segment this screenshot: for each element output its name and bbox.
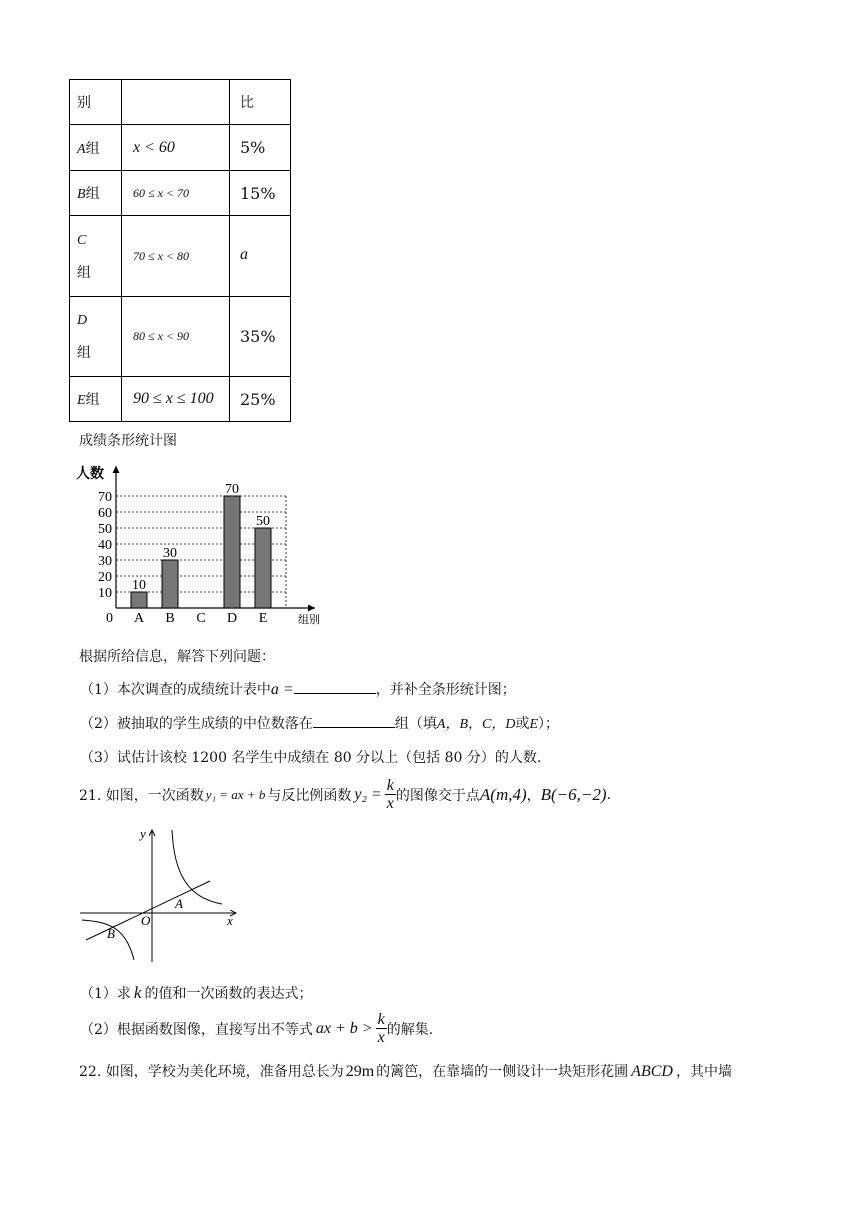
group-letter: C xyxy=(77,232,87,248)
group-letter: D xyxy=(77,313,88,328)
q21-number: 21. 如图，一次函数 xyxy=(79,787,204,804)
bar xyxy=(255,528,271,608)
point-a: A(m,4) xyxy=(479,784,527,804)
point-b-label: B xyxy=(107,926,115,941)
group-cell xyxy=(70,297,122,377)
table-row xyxy=(70,125,291,171)
group-cell xyxy=(70,216,122,297)
x-tick-label: B xyxy=(165,611,175,626)
group-cell xyxy=(70,171,122,216)
x-tick-label: D xyxy=(226,611,238,626)
frac-numerator: k xyxy=(377,1011,385,1028)
q22-text-c: ，其中墙 xyxy=(675,1064,732,1080)
y-axis-label: 人数 xyxy=(76,466,104,482)
group-letter: A xyxy=(77,141,86,157)
q22-length: 29m xyxy=(345,1063,375,1080)
q20-p2-e: E xyxy=(529,717,539,732)
x-tick-label: E xyxy=(258,611,268,626)
ratio-cell: 35% xyxy=(230,297,291,377)
y-tick-label: 40 xyxy=(98,538,112,553)
table-row xyxy=(70,377,291,422)
q22-text: 22. 如图，学校为美化环境，准备用总长为 xyxy=(79,1064,344,1080)
fraction-k-over-x xyxy=(376,1011,387,1046)
x-tick-label: A xyxy=(133,611,145,626)
ratio-cell: 15% xyxy=(230,171,291,216)
group-suffix: 组 xyxy=(77,345,91,361)
q21-mid: 与反比例函数 xyxy=(267,787,352,804)
bar xyxy=(131,592,147,608)
group-suffix: 组 xyxy=(77,264,91,281)
point-b: B(−6,−2) xyxy=(540,784,607,804)
table-header-cell: 比 xyxy=(230,80,291,125)
q20-p2-or: 或 xyxy=(515,716,530,732)
bar-data-label: 50 xyxy=(256,514,270,529)
table-header-row xyxy=(70,80,291,125)
ratio-cell: 5% xyxy=(230,125,291,171)
y-tick-label: 60 xyxy=(98,506,112,521)
ratio-cell: 25% xyxy=(230,377,291,422)
answer-blank xyxy=(294,679,376,694)
y-tick-label: 20 xyxy=(98,570,112,585)
y-tick-label: 70 xyxy=(98,490,112,505)
point-a-label: A xyxy=(175,896,183,911)
score-group-table xyxy=(69,79,291,422)
q21-end: . xyxy=(606,786,611,803)
q20-p1-tail: ，并补全条形统计图； xyxy=(375,682,516,698)
q20-p2-end: ）； xyxy=(538,716,560,732)
frac-numerator: k xyxy=(386,777,394,794)
range-cell: 90 ≤ x ≤ 100 xyxy=(122,377,230,422)
q21-p1-k: k xyxy=(133,983,142,1002)
q21-part2 xyxy=(80,1011,433,1046)
q22-text-b: 的篱笆，在靠墙的一侧设计一块矩形花圃 xyxy=(376,1064,629,1080)
table-header-cell: 别 xyxy=(70,80,122,125)
table-row xyxy=(70,297,291,377)
bar xyxy=(224,496,240,608)
q20-part2 xyxy=(80,713,559,733)
group-letter: E xyxy=(77,393,86,408)
bar-data-label: 70 xyxy=(225,482,239,497)
group-cell xyxy=(70,125,122,171)
range-cell: 70 ≤ x < 80 xyxy=(122,216,230,297)
group-suffix: 组 xyxy=(85,140,100,157)
frac-denominator: x xyxy=(386,795,394,812)
q20-part3: （3）试估计该校 1200 名学生中成绩在 80 分以上（包括 80 分）的人数. xyxy=(80,750,542,766)
group-suffix: 组 xyxy=(85,186,100,202)
function-graph xyxy=(76,824,246,964)
bar-data-label: 10 xyxy=(132,578,146,593)
y-tick-label: 0 xyxy=(106,611,113,626)
ratio-cell: a xyxy=(230,216,291,297)
q21-p2-text: （2）根据函数图像，直接写出不等式 xyxy=(80,1021,313,1038)
q21-y2: y₂ = xyxy=(354,785,382,803)
x-tick-label: C xyxy=(196,611,206,626)
q20-p2-options: A，B，C，D xyxy=(436,717,516,732)
q21-inequality: ax + b > xyxy=(315,1019,373,1037)
q21-y1: y₁ = ax + b xyxy=(205,786,266,802)
x-axis-label: x xyxy=(227,913,233,928)
q21-comma: ， xyxy=(526,787,541,804)
group-letter: B xyxy=(77,187,86,202)
frac-denominator: x xyxy=(377,1029,385,1046)
x-axis-label: 组别 xyxy=(298,613,320,626)
q21-p1-tail: 的值和一次函数的表达式； xyxy=(144,986,313,1002)
table-row xyxy=(70,171,291,216)
q20-p1-var: a = xyxy=(270,681,294,698)
range-cell: 60 ≤ x < 70 xyxy=(122,171,230,216)
chart-title: 成绩条形统计图 xyxy=(79,433,177,449)
range-cell: x < 60 xyxy=(122,125,230,171)
q21-p2-tail: 的解集. xyxy=(386,1021,434,1038)
q20-p1-text: （1）本次调查的成绩统计表中 xyxy=(80,682,271,698)
bar-data-label: 30 xyxy=(163,546,177,561)
table-header-cell xyxy=(122,80,230,125)
q22-stem xyxy=(79,1061,732,1081)
answer-blank xyxy=(313,713,395,728)
q20-p2-mid: 组（填 xyxy=(394,716,437,732)
q20-p2-text: （2）被抽取的学生成绩的中位数落在 xyxy=(80,716,313,732)
y-tick-label: 50 xyxy=(98,522,112,537)
y-tick-label: 30 xyxy=(98,554,112,569)
table-row xyxy=(70,216,291,297)
group-cell xyxy=(70,377,122,422)
q20-part1 xyxy=(80,679,516,699)
q20-intro: 根据所给信息，解答下列问题： xyxy=(79,649,275,665)
group-suffix: 组 xyxy=(85,392,100,408)
q21-stem xyxy=(79,777,611,812)
fraction-k-over-x xyxy=(385,777,396,812)
y-axis-label: y xyxy=(140,826,146,841)
y-tick-label: 10 xyxy=(98,586,112,601)
hyperbola-branch-q1 xyxy=(172,830,222,904)
q22-rect-name: ABCD xyxy=(631,1063,673,1080)
range-cell: 80 ≤ x < 90 xyxy=(122,297,230,377)
q21-p1-text: （1）求 xyxy=(80,986,131,1002)
bar xyxy=(162,560,178,608)
origin-label: O xyxy=(141,913,151,928)
q21-part1 xyxy=(80,983,312,1003)
bar-chart xyxy=(70,458,330,628)
q21-tail: 的图像交于点 xyxy=(395,787,480,804)
